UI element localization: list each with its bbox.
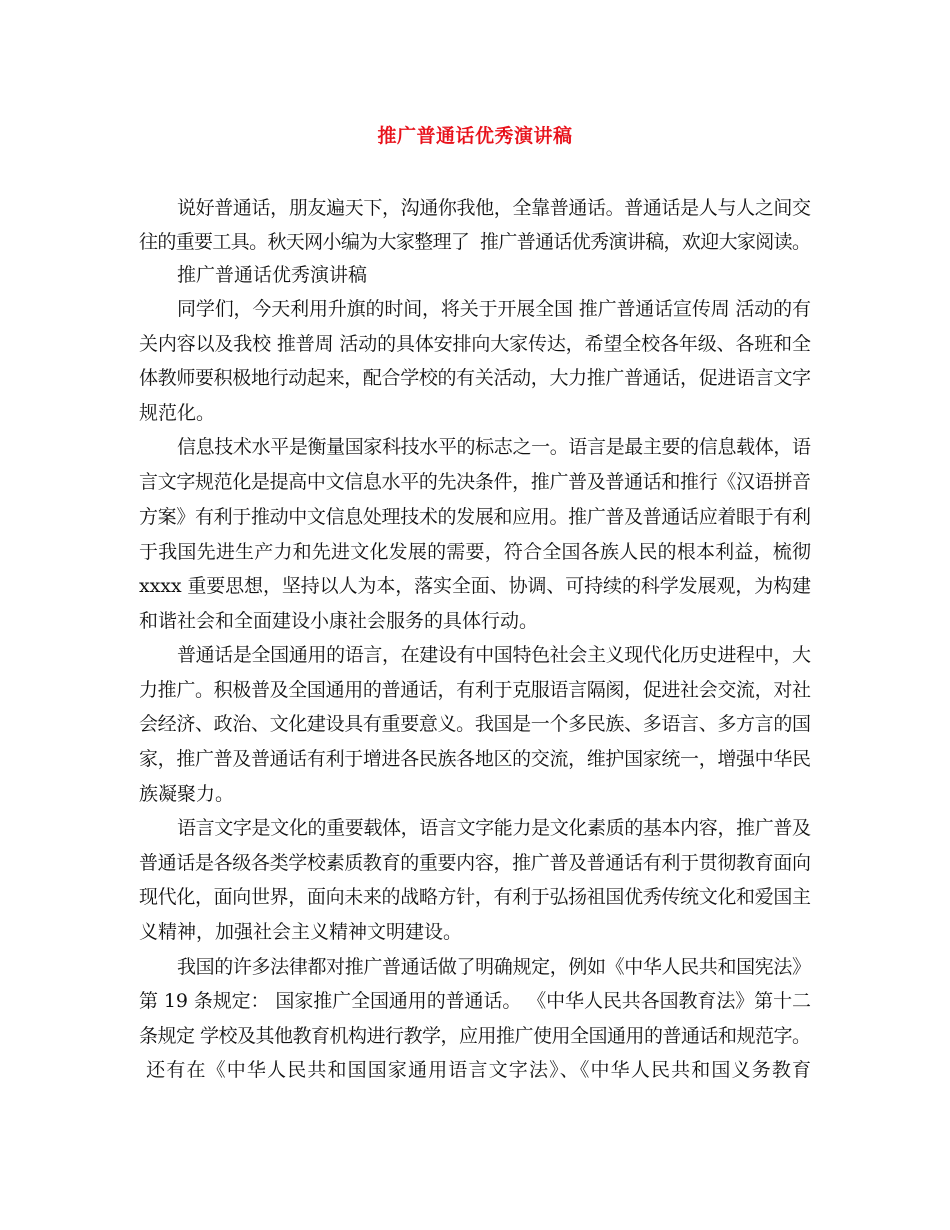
- text-line: 普通话是全国通用的语言，在建设有中国特色社会主义现代化历史进程中，大: [177, 644, 811, 666]
- text-line: 于我国先进生产力和先进文化发展的需要，符合全国各族人民的根本利益，梳彻: [139, 541, 812, 563]
- text-line: 关内容以及我校 推普周 活动的具体安排向大家传达，希望全校各年级、各班和全: [139, 333, 811, 355]
- text-line: 家，推广普及普通话有利于增进各民族各地区的交流，维护国家统一，增强中华民: [139, 748, 811, 770]
- text-line: 往的重要工具。秋天网小编为大家整理了 推广普通话优秀演讲稿，欢迎大家阅读。: [139, 231, 811, 253]
- text-line: 同学们，今天利用升旗的时间，将关于开展全国 推广普通话宣传周 活动的有: [177, 298, 811, 320]
- text-line: 语言文字是文化的重要载体，语言文字能力是文化素质的基本内容，推广普及: [177, 817, 811, 839]
- text-line: 还有在《中华人民共和国国家通用语言文字法》、《中华人民共和国义务教育: [139, 1059, 813, 1081]
- text-line: 第 19 条规定： 国家推广全国通用的普通话。 《中华人民共各国教育法》第十二: [139, 990, 811, 1012]
- text-line: 方案》有利于推动中文信息处理技术的发展和应用。推广普及普通话应着眼于有利: [139, 506, 811, 528]
- text-line: 说好普通话，朋友遍天下，沟通你我他，全靠普通话。普通话是人与人之间交: [177, 197, 811, 219]
- text-line: 义精神，加强社会主义精神文明建设。: [139, 921, 463, 943]
- text-line: 力推广。积极普及全国通用的普通话，有利于克服语言隔阂，促进社会交流，对社: [139, 679, 811, 701]
- text-line: xxxx 重要思想，坚持以人为本，落实全面、协调、可持续的科学发展观，为构建: [139, 575, 811, 597]
- document-title: 推广普通话优秀演讲稿: [377, 125, 573, 147]
- text-line: 会经济、政治、文化建设具有重要意义。我国是一个多民族、多语言、多方言的国: [139, 713, 811, 735]
- text-line: 现代化，面向世界，面向未来的战略方针，有利于弘扬祖国优秀传统文化和爱国主: [139, 886, 811, 908]
- text-line: 族凝聚力。: [139, 783, 235, 805]
- text-line: 信息技术水平是衡量国家科技水平的标志之一。语言是最主要的信息载体，语: [177, 436, 811, 458]
- text-line: 我国的许多法律都对推广普通话做了明确规定，例如《中华人民共和国宪法》: [177, 956, 811, 978]
- text-line: 和谐社会和全面建设小康社会服务的具体行动。: [139, 610, 539, 632]
- text-line: 普通话是各级各类学校素质教育的重要内容，推广普及普通话有利于贯彻教育面向: [139, 852, 811, 874]
- text-line: 条规定 学校及其他教育机构进行教学，应用推广使用全国通用的普通话和规范字。: [139, 1025, 811, 1047]
- text-line: 言文字规范化是提高中文信息水平的先决条件，推广普及普通话和推行《汉语拼音: [139, 471, 811, 493]
- text-line: 推广普通话优秀演讲稿: [177, 264, 368, 286]
- text-line: 体教师要积极地行动起来，配合学校的有关活动，大力推广普通话，促进语言文字: [139, 367, 811, 389]
- text-line: 规范化。: [139, 402, 216, 424]
